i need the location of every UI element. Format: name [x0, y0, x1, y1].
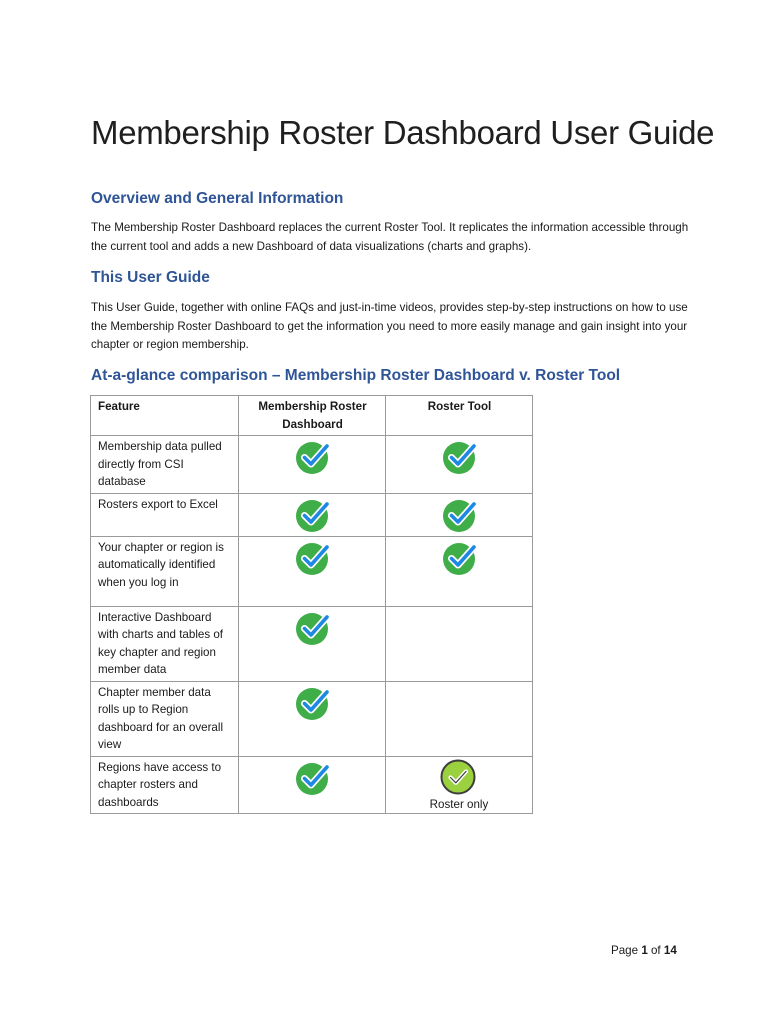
header-dashboard: Membership Roster Dashboard — [239, 396, 386, 436]
roster-tool-cell — [386, 681, 533, 756]
table-row — [91, 606, 533, 681]
header-roster-tool: Roster Tool — [386, 396, 533, 436]
page-total: 14 — [663, 944, 677, 957]
table-row — [91, 536, 533, 606]
dashboard-cell — [239, 606, 386, 681]
overview-paragraph: The Membership Roster Dashboard replaces the current Roster Tool. It replicates the information accessible through the current tool and adds a new Dashboard of data visualizations (charts and graphs). — [91, 221, 689, 253]
roster-tool-cell — [386, 536, 533, 606]
green-check-icon — [441, 438, 479, 476]
green-check-icon — [441, 539, 479, 577]
dashboard-cell — [239, 756, 386, 814]
roster-tool-cell — [386, 756, 533, 814]
table-row — [91, 756, 533, 814]
green-check-icon — [294, 684, 332, 722]
roster-tool-cell — [386, 436, 533, 494]
user-guide-paragraph: This User Guide, together with online FAQs and just-in-time videos, provides step-by-step instructions on how to use the Membership Roster Dashboard to get the information you need to more easily manage and gain insight into your chapter or region membership. — [91, 301, 688, 351]
green-check-icon — [294, 759, 332, 797]
table-row — [91, 436, 533, 494]
roster-tool-cell — [386, 606, 533, 681]
table-row — [91, 681, 533, 756]
green-check-icon — [294, 539, 332, 577]
dashboard-cell — [239, 436, 386, 494]
page-label: Page — [611, 944, 642, 957]
dashboard-cell — [239, 681, 386, 756]
section-heading-overview: Overview and General Information — [91, 190, 344, 207]
roster-only-note: Roster only — [429, 797, 489, 811]
feature-cell: Rosters export to Excel — [91, 493, 239, 536]
section-heading-comparison: At-a-glance comparison – Membership Roster Dashboard v. Roster Tool — [91, 367, 621, 384]
page-number: 1 — [641, 944, 648, 957]
green-check-icon — [294, 496, 332, 534]
dashboard-cell — [239, 493, 386, 536]
document-title: Membership Roster Dashboard User Guide — [91, 114, 715, 151]
feature-cell: Membership data pulled directly from CSI database — [91, 436, 239, 494]
page-footer — [611, 944, 677, 957]
feature-cell: Interactive Dashboard with charts and tables of key chapter and region member data — [91, 606, 239, 681]
dashboard-cell — [239, 536, 386, 606]
header-feature: Feature — [91, 396, 239, 436]
table-row — [91, 493, 533, 536]
feature-cell: Your chapter or region is automatically identified when you log in — [91, 536, 239, 606]
feature-cell: Chapter member data rolls up to Region dashboard for an overall view — [91, 681, 239, 756]
page-of-label: of — [647, 944, 664, 957]
green-check-icon — [294, 438, 332, 476]
roster-tool-cell — [386, 493, 533, 536]
green-check-icon — [294, 609, 332, 647]
green-check-icon — [441, 496, 479, 534]
lime-check-icon — [439, 758, 477, 796]
comparison-table — [90, 395, 533, 814]
section-heading-user-guide: This User Guide — [91, 269, 210, 286]
feature-cell: Regions have access to chapter rosters and dashboards — [91, 756, 239, 814]
table-header-row — [91, 396, 533, 436]
